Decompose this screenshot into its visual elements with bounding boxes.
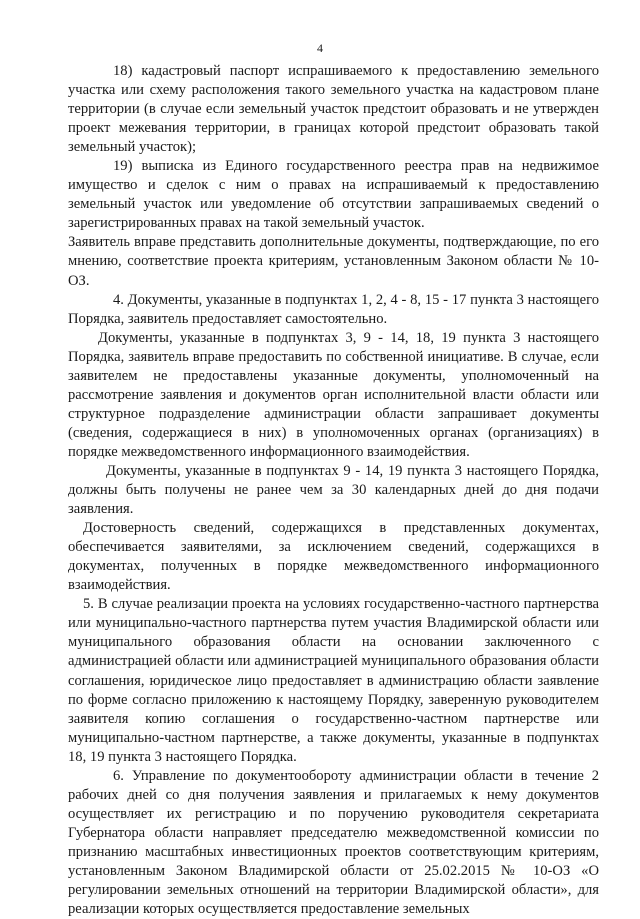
paragraph-30-days: Документы, указанные в подпунктах 9 - 14, 19 пункта 3 настоящего Порядка, должны быть получены не ранее чем за 30 календарных дней до дня подачи заявления. xyxy=(68,462,599,518)
paragraph-additional-documents: Заявитель вправе представить дополнительные документы, подтверждающие, по его мнению, соответствие проекта критериям, установленным Законом области № 10-ОЗ. xyxy=(68,234,599,289)
page-number: 4 xyxy=(317,41,323,55)
paragraph-reliability: Достоверность сведений, содержащихся в представленных документах, обеспечивается заявителями, за исключением сведений, содержащихся в документах, полученных в порядке межведомственного информационного взаимодействия. xyxy=(68,520,599,594)
paragraph-clause-5: 5. В случае реализации проекта на условиях государственно-частного партнерства или муниципально-частного партнерства путем участия Владимирской области или муниципального образования области на основании заключенного с администрацией области или администрацией муниципального образования области соглашения, юридическое лицо предоставляет в администрацию области заявление по форме согласно приложению к настоящему Порядку, заверенную руководителем заявителя копию соглашения о государственно-частном партнерстве или муниципально-частном партнерстве, а также документы, указанные в подпунктах 18, 19 пункта 3 настоящего Порядка. xyxy=(68,596,599,765)
paragraph-clause-4: 4. Документы, указанные в подпунктах 1, 2, 4 - 8, 15 - 17 пункта 3 настоящего Порядка, заявитель предоставляет самостоятельно. xyxy=(68,291,599,327)
paragraph-item-18: 18) кадастровый паспорт испрашиваемого к предоставлению земельного участка или схему расположения такого земельного участка на кадастровом плане территории (в случае если земельный участок предстоит образовать и не утвержден проект межевания территории, в границах которой предстоит образовать такой земельный участок); xyxy=(68,63,599,156)
paragraph-item-19: 19) выписка из Единого государственного реестра прав на недвижимое имущество и сделок с ним о правах на испрашиваемый к предоставлению земельный участок или уведомление об отсутствии запрашиваемых сведений о зарегистрированных правах на такой земельный участок. xyxy=(68,158,599,232)
document-body xyxy=(68,62,599,919)
paragraph-clause-6: 6. Управление по документообороту администрации области в течение 2 рабочих дней со дня получения заявления и прилагаемых к нему документов осуществляет их регистрацию и по поручению руководителя секретариата Губернатора области направляет председателю межведомственной комиссии по признанию масштабных инвестиционных проектов соответствующим критериям, установленным Законом Владимирской области от 25.02.2015 № 10-ОЗ «О регулировании земельных отношений на территории Владимирской области», для реализации которых осуществляется предоставление земельных xyxy=(68,767,599,918)
paragraph-own-initiative: Документы, указанные в подпунктах 3, 9 - 14, 18, 19 пункта 3 настоящего Порядка, заявитель вправе предоставить по собственной инициативе. В случае, если заявителем не предоставлены указанные документы, уполномоченный на рассмотрение заявления и документов орган исполнительной власти области или структурное подразделение администрации области запрашивает документы (сведения, содержащиеся в них) в уполномоченных органах (организациях) в порядке межведомственного информационного взаимодействия. xyxy=(68,329,599,460)
